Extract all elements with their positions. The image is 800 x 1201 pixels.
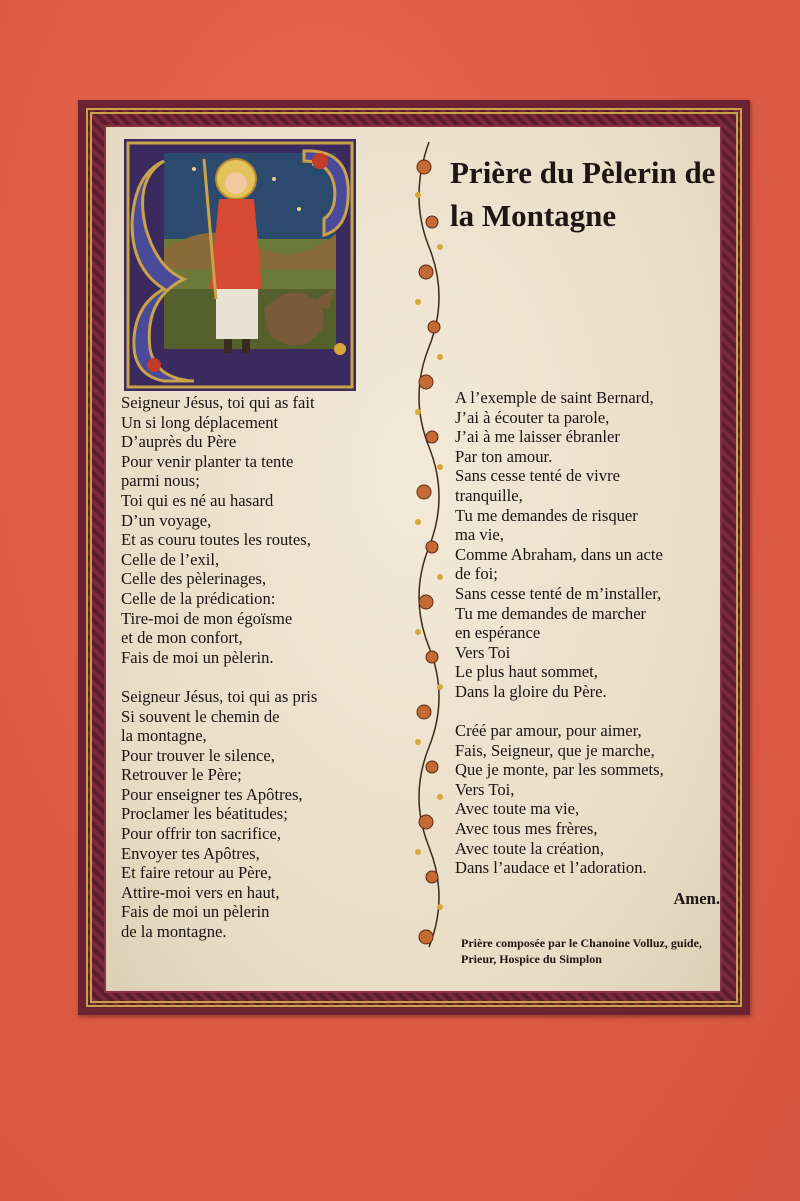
poem-line: Le plus haut sommet, — [455, 662, 598, 682]
stanza-gap — [121, 667, 411, 687]
parchment-page — [106, 127, 720, 991]
stanza-gap — [455, 702, 720, 722]
page-title — [450, 151, 718, 237]
poem-line: de foi; — [455, 564, 498, 584]
poem-line: Seigneur Jésus, toi qui as pris — [121, 686, 318, 706]
poem-line: Fais de moi un pèlerin — [121, 902, 270, 922]
poem-line: Tu me demandes de marcher — [455, 603, 647, 623]
poem-line: Pour trouver le silence, — [121, 745, 275, 765]
poem-line: de la montagne. — [121, 922, 227, 942]
poem-line: Avec toute la création, — [455, 838, 604, 858]
poem-line: A l’exemple de saint Bernard, — [455, 388, 654, 407]
poem-line: Et faire retour au Père, — [121, 863, 272, 883]
poem-line: Vers Toi — [455, 642, 511, 662]
poem-line: Un si long déplacement — [121, 412, 279, 432]
poem-line: Vers Toi, — [455, 779, 515, 799]
poem-line: Fais, Seigneur, que je marche, — [455, 740, 655, 760]
credit-line-1: Prière composée par le Chanoine Volluz, — [461, 936, 668, 950]
poem-line: Tu me demandes de risquer — [455, 505, 638, 525]
poem-line: ma vie, — [455, 525, 504, 545]
poem-line: Avec toute ma vie, — [455, 799, 580, 819]
poem-line: J’ai à écouter ta parole, — [455, 407, 610, 427]
author-credit — [461, 935, 721, 967]
poem-line: Dans la gloire du Père. — [455, 681, 607, 701]
poem-line: J’ai à me laisser ébranler — [455, 427, 620, 447]
poem-line: Retrouver le Père; — [121, 765, 242, 785]
floral-vine-icon — [404, 137, 454, 982]
illuminated-letter-s-icon — [124, 139, 356, 391]
right-stanza-2 — [455, 721, 720, 878]
poem-line: Comme Abraham, dans un acte — [455, 544, 663, 564]
right-poem-column — [455, 388, 720, 878]
poem-line: Pour enseigner tes Apôtres, — [121, 784, 303, 804]
poem-line: en espérance — [455, 623, 541, 643]
poem-line: Si souvent le chemin de — [121, 706, 280, 726]
poem-line: Et as couru toutes les routes, — [121, 530, 311, 550]
poem-line: Sans cesse tenté de vivre — [455, 466, 620, 486]
poem-line: D’auprès du Père — [121, 432, 237, 452]
poem-line: Proclamer les béatitudes; — [121, 804, 288, 824]
poem-line: Avec tous mes frères, — [455, 819, 598, 839]
poem-line: Seigneur Jésus, toi qui as fait — [121, 393, 315, 412]
left-poem-column — [121, 393, 411, 942]
poem-line: Envoyer tes Apôtres, — [121, 843, 260, 863]
poem-line: Celle de la prédication: — [121, 588, 276, 608]
right-stanza-1 — [455, 388, 720, 702]
poem-line: Tire-moi de mon égoïsme — [121, 608, 293, 628]
left-stanza-2 — [121, 687, 411, 942]
poem-line: D’un voyage, — [121, 510, 212, 530]
poem-line: parmi nous; — [121, 471, 200, 491]
amen-text: Amen. — [673, 889, 720, 908]
poem-line: Sans cesse tenté de m’installer, — [455, 583, 662, 603]
poem-line: Pour venir planter ta tente — [121, 451, 294, 471]
title-line-1: Prière du Pèlerin — [450, 155, 677, 190]
poem-line: Celle de l’exil, — [121, 549, 220, 569]
poem-line: Dans l’audace et l’adoration. — [455, 858, 647, 878]
poem-line: la montagne, — [121, 726, 207, 746]
credit-line-2: guide, Prieur, Hospice du Simplon — [461, 936, 702, 966]
poem-line: et de mon confort, — [121, 628, 243, 648]
poem-line: Fais de moi un pèlerin. — [121, 647, 274, 667]
poem-line: Que je monte, par les sommets, — [455, 760, 664, 780]
left-stanza-1 — [121, 393, 411, 667]
poem-line: tranquille, — [455, 485, 523, 505]
poem-line: Pour offrir ton sacrifice, — [121, 824, 282, 844]
prayer-card — [78, 100, 750, 1015]
poem-line: Créé par amour, pour aimer, — [455, 721, 642, 741]
poem-line: Attire-moi vers en haut, — [121, 882, 280, 902]
poem-line: Par ton amour. — [455, 446, 553, 466]
poem-line: Toi qui es né au hasard — [121, 490, 274, 510]
title-line-2: de la Montagne — [450, 155, 716, 233]
poem-line: Celle des pèlerinages, — [121, 569, 267, 589]
